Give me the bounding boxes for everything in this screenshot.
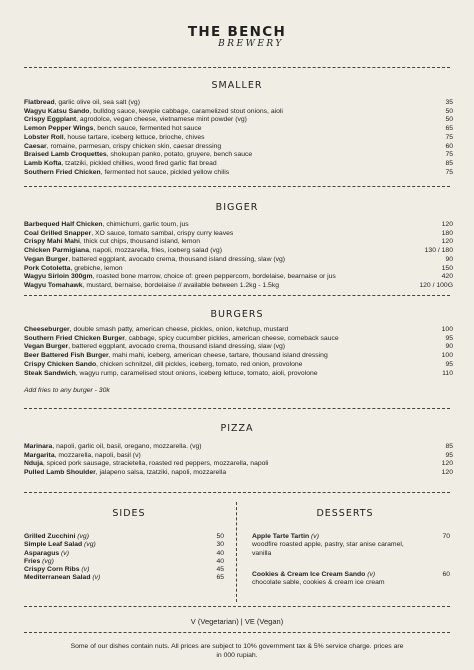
section-divider (24, 67, 450, 68)
dish-description: , shokupan panko, potato, gruyere, bench sauce (106, 151, 253, 159)
side-item-text (24, 566, 89, 574)
section-title-pizza: PIZZA (220, 423, 254, 434)
pizza-list (24, 443, 453, 478)
dish-name: Vegan Burger (24, 343, 69, 351)
dish-description: , chimichurri, garlic toum, jus (102, 221, 189, 228)
dish-price: 420 (441, 273, 453, 281)
dish-price: 130 / 180 (424, 247, 453, 255)
menu-item (24, 99, 453, 108)
menu-item (24, 230, 453, 239)
dessert-description: chocolate sable, cookies & cream ice cream (252, 579, 385, 587)
menu-item (24, 469, 453, 478)
section-divider (24, 408, 450, 409)
dish-description: , XO sauce, tomato sambal, crispy curry leaves (91, 229, 234, 237)
dish-price: 85 (445, 443, 453, 450)
dish-name: Vegan Burger (24, 255, 69, 263)
side-name: Fries (24, 557, 41, 565)
dish-price: 75 (445, 168, 453, 176)
section-divider (24, 492, 450, 493)
side-name: Grilled Zucchini (24, 533, 76, 540)
dessert-price: 60 (442, 570, 450, 578)
dish-description: , bulldog sauce, kewpie cabbage, caramelized stout onions, aioli (89, 107, 283, 115)
dish-name: Crispy Eggplant (24, 116, 77, 124)
menu-item (24, 282, 453, 291)
side-price: 65 (216, 574, 224, 582)
dish-name: Beer Battered Fish Burger (24, 352, 109, 360)
dish-name: Flatbread (24, 99, 55, 106)
dish-name: Caesar (24, 142, 47, 150)
section-title-burgers: BURGERS (210, 309, 264, 320)
menu-item (24, 443, 453, 452)
dish-description: , garlic olive oil, sea salt (vg) (54, 99, 140, 106)
smaller-list (24, 99, 453, 177)
dessert-name: Apple Tarte Tartin (252, 533, 310, 540)
dish-description: , battered eggplant, avocado crema, thousand island dressing, slaw (vg) (68, 343, 286, 351)
dish-name: Lobster Roll (24, 133, 64, 141)
dish-price: 120 (441, 221, 453, 228)
side-diet-tag: (vg) (40, 557, 54, 565)
menu-item-text (24, 169, 229, 178)
menu-item (24, 125, 453, 134)
dish-description: , grebiche, lemon (70, 264, 123, 272)
dish-description: , house tartare, iceberg lettuce, brioche, chives (63, 133, 205, 141)
dessert-item (252, 533, 450, 558)
side-item (24, 541, 224, 549)
menu-item (24, 151, 453, 160)
column-divider (236, 502, 237, 602)
side-price: 30 (216, 541, 224, 549)
menu-item-text (24, 282, 279, 291)
section-title-bigger: BIGGER (215, 202, 259, 213)
dish-description: , wagyu rump, caramelised stout onions, iceberg lettuce, tomato, aioli, provolone (75, 369, 318, 377)
section-title-sides: SIDES (112, 508, 146, 519)
sides-list (24, 533, 224, 583)
dish-description: , agrodolce, vegan cheese, vietnamese mint powder (vg) (76, 116, 247, 124)
dish-name: Nduja (24, 460, 43, 468)
section-title-desserts: DESSERTS (316, 508, 374, 519)
dish-description: , spiced pork sausage, stracietella, roasted red peppers, mozzarella, napoli (42, 460, 269, 468)
menu-item (24, 326, 453, 335)
side-name: Crispy Corn Ribs (24, 566, 80, 574)
side-diet-tag: (vg) (82, 541, 96, 549)
side-item-text (24, 574, 100, 582)
menu-item-text (24, 469, 226, 478)
dish-description: , napoli, mozzarella, fries, iceberg salad (vg) (88, 247, 222, 255)
dish-price: 95 (445, 360, 453, 368)
menu-item-text (24, 151, 252, 160)
dish-description: , mustard, bernaise, bordelaise // available between 1.2kg - 1.5kg (82, 281, 280, 289)
bigger-list (24, 221, 453, 291)
dish-price: 95 (445, 334, 453, 342)
dish-name: Wagyu Sirloin 300gm (24, 273, 93, 281)
menu-item (24, 160, 453, 169)
side-diet-tag: (v) (90, 574, 101, 582)
dish-price: 120 (441, 238, 453, 246)
dish-price: 150 (441, 264, 453, 272)
dish-price: 50 (445, 107, 453, 115)
side-item (24, 566, 224, 574)
dish-price: 100 (441, 326, 453, 333)
dish-price: 85 (445, 159, 453, 167)
brand-name: THE BENCH (187, 24, 287, 40)
footer-note: Some of our dishes contain nuts. All prices are subject to 10% government tax & 5% service charge. prices are in 000 rupiah. (70, 643, 404, 659)
menu-item-text (24, 361, 302, 370)
dish-name: Southern Fried Chicken (24, 168, 101, 176)
dish-name: Pulled Lamb Shoulder (24, 469, 96, 477)
dessert-diet-tag: (v) (309, 533, 319, 540)
menu-item-text (24, 343, 285, 352)
side-name: Simple Leaf Salad (24, 541, 83, 549)
menu-item (24, 134, 453, 143)
menu-item-text (24, 352, 328, 361)
brand-subtitle: BREWERY (218, 39, 284, 49)
dish-price: 120 (441, 469, 453, 477)
menu-item-text (24, 230, 233, 239)
dessert-text (252, 533, 422, 558)
dish-price: 120 (441, 460, 453, 468)
dish-price: 180 (441, 229, 453, 237)
dish-description: , double smash patty, american cheese, pickles, onion, ketchup, mustard (69, 326, 289, 333)
dish-name: Marinara (24, 443, 53, 450)
dish-description: , battered eggplant, avocado crema, thousand island dressing, slaw (vg) (68, 255, 286, 263)
dish-name: Wagyu Katsu Sando (24, 107, 90, 115)
dish-price: 75 (445, 151, 453, 159)
dessert-text (252, 571, 422, 588)
section-divider (24, 632, 450, 633)
dessert-title (252, 533, 422, 541)
dish-name: Braised Lamb Croquettes (24, 151, 107, 159)
dish-price: 120 / 100G (419, 281, 453, 289)
menu-item-text (24, 452, 141, 461)
dessert-name: Cookies & Cream Ice Cream Sando (252, 570, 366, 578)
dish-description: , napoli, garlic oil, basil, oregano, mozzarella. (vg) (52, 443, 202, 450)
dish-price: 90 (445, 255, 453, 263)
menu-item-text (24, 443, 202, 452)
menu-item-text (24, 116, 247, 125)
dessert-diet-tag: (v) (365, 570, 376, 578)
dish-name: Crispy Chicken Sando (24, 360, 97, 368)
menu-item-text (24, 221, 189, 230)
menu-item-text (24, 134, 205, 143)
menu-item (24, 116, 453, 125)
section-divider (24, 295, 450, 296)
menu-item (24, 221, 453, 230)
dessert-title (252, 571, 422, 579)
dish-name: Steak Sandwich (24, 369, 76, 377)
dish-name: Wagyu Tomahawk (24, 281, 83, 289)
menu-item (24, 169, 453, 178)
side-price: 45 (216, 566, 224, 574)
side-price: 50 (216, 533, 224, 540)
side-item-text (24, 533, 89, 541)
dish-name: Cheeseburger (24, 326, 70, 333)
menu-item (24, 108, 453, 117)
side-price: 40 (216, 557, 224, 565)
menu-item (24, 370, 453, 379)
menu-item-text (24, 256, 285, 265)
dish-name: Crispy Mahi Mahi (24, 238, 80, 246)
side-item-text (24, 550, 69, 558)
dish-price: 35 (445, 99, 453, 106)
dish-description: , thick cut chips, thousand island, lemon (79, 238, 201, 246)
menu-item (24, 143, 453, 152)
menu-item (24, 460, 453, 469)
dish-name: Pork Cotoletta (24, 264, 71, 272)
dessert-price: 70 (442, 533, 450, 540)
side-price: 40 (216, 549, 224, 557)
menu-item (24, 452, 453, 461)
side-item (24, 550, 224, 558)
side-item (24, 533, 224, 541)
menu-item-text (24, 460, 268, 469)
dish-description: , chicken schnitzel, dill pickles, iceberg, tomato, red onion, provolone (96, 360, 303, 368)
dish-name: Lemon Pepper Wings (24, 125, 94, 133)
menu-item-text (24, 99, 140, 108)
menu-item (24, 343, 453, 352)
menu-item (24, 265, 453, 274)
menu-item (24, 361, 453, 370)
menu-item-text (24, 335, 339, 344)
dish-description: , mahi mahi, iceberg, american cheese, tartare, thousand island dressing (108, 352, 328, 360)
section-divider (24, 186, 450, 187)
dish-price: 110 (442, 369, 453, 377)
dish-description: , roasted bone marrow, choice of: green peppercorn, bordelaise, bearnaise or jus (92, 273, 336, 281)
section-divider (24, 606, 450, 607)
dish-price: 75 (445, 133, 453, 141)
dish-name: Margarita (24, 451, 55, 459)
dessert-item (252, 571, 450, 588)
side-item-text (24, 541, 96, 549)
side-item (24, 558, 224, 566)
side-name: Asparagus (24, 549, 60, 557)
dish-description: , mozzarella, napoli, basil (v) (54, 451, 141, 459)
menu-item-text (24, 273, 336, 282)
dish-name: Coal Grilled Snapper (24, 229, 92, 237)
dish-price: 50 (445, 116, 453, 124)
dish-name: Lamb Kofta (24, 159, 62, 167)
dish-name: Barbequed Half Chicken (24, 221, 103, 228)
dish-price: 90 (445, 343, 453, 351)
dish-description: , tzatziki, pickled chillies, wood fired garlic flat bread (61, 159, 217, 167)
menu-item (24, 335, 453, 344)
burgers-list (24, 326, 453, 378)
menu-item-text (24, 326, 288, 335)
dish-price: 60 (445, 142, 453, 150)
menu-item-text (24, 265, 123, 274)
dessert-description: woodfire roasted apple, pastry, star anise caramel, vanilla (252, 541, 404, 557)
side-diet-tag: (vg) (75, 533, 89, 540)
burger-fries-note: Add fries to any burger - 30k (24, 387, 110, 394)
menu-item-text (24, 160, 217, 169)
dish-price: 65 (445, 125, 453, 133)
desserts-list (252, 533, 450, 600)
menu-item-text (24, 143, 221, 152)
menu-item (24, 273, 453, 282)
dish-price: 100 (441, 352, 453, 360)
menu-item (24, 256, 453, 265)
menu-item-text (24, 108, 283, 117)
side-diet-tag: (v) (59, 549, 69, 557)
brand-logo (0, 25, 474, 49)
menu-item (24, 352, 453, 361)
diet-legend: V (Vegetarian) | VE (Vegan) (190, 617, 284, 626)
menu-item (24, 238, 453, 247)
dish-description: , cabbage, spicy cucumber pickles, american cheese, comeback sauce (124, 334, 339, 342)
menu-item-text (24, 370, 318, 379)
menu-item (24, 247, 453, 256)
dish-name: Southern Fried Chicken Burger (24, 334, 125, 342)
side-item (24, 574, 224, 582)
dish-price: 95 (445, 451, 453, 459)
dish-description: , romaine, parmesan, crispy chicken skin, caesar dressing (46, 142, 222, 150)
side-name: Mediterranean Salad (24, 574, 91, 582)
side-diet-tag: (v) (79, 566, 90, 574)
section-title-smaller: SMALLER (211, 80, 263, 91)
menu-item-text (24, 125, 202, 134)
dish-name: Chicken Parmigiana (24, 247, 89, 255)
menu-item-text (24, 247, 222, 256)
menu-item-text (24, 238, 200, 247)
dish-description: , bench sauce, fermented hot sauce (93, 125, 202, 133)
dish-description: , jalapeno salsa, tzatziki, napoli, mozzarella (95, 469, 227, 477)
side-item-text (24, 558, 54, 566)
dish-description: , fermented hot sauce, pickled yellow chilis (100, 168, 230, 176)
